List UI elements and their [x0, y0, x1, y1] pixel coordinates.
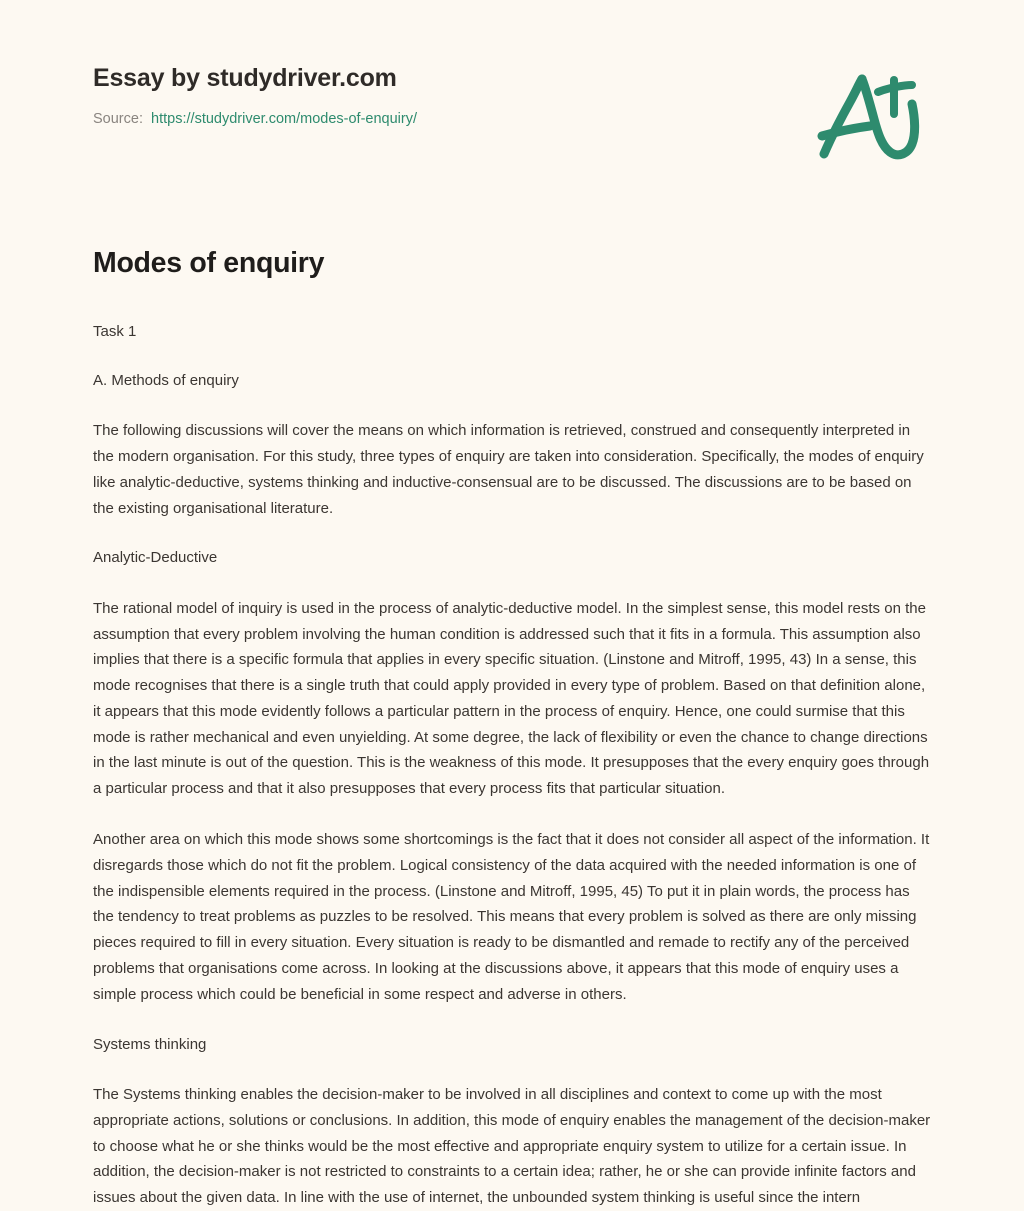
- source-line: [93, 111, 417, 127]
- article-body: [93, 246, 933, 1211]
- analytic-deductive-heading: Analytic-Deductive: [93, 549, 218, 567]
- source-label: Source:: [93, 111, 143, 127]
- section-a-heading: A. Methods of enquiry: [93, 371, 239, 389]
- analytic-paragraph-1: The rational model of inquiry is used in the process of analytic-deductive model. In the simplest sense, this model rests on the assumption that every problem involving the human condition is addressed such that it fits in a formula. This assumption also implies that there is a specific formula that applies in every specific situation. (Linstone and Mitroff, 1995, 43) In a sense, this mode recognises that there is a single truth that could apply provided in every type of problem. Based on that definition alone, it appears that this mode evidently follows a particular pattern in the process of enquiry. Hence, one could surmise that this mode is rather mechanical and even unyielding. At some degree, the lack of flexibility or even the chance to change directions in the last minute is out of the question. This is the weakness of this mode. It presupposes that the every enquiry goes through a particular process and that it also presupposes that every process fits that particular situation.: [93, 599, 930, 798]
- document-header: [0, 0, 1024, 200]
- brand-title: Essay by studydriver.com: [93, 64, 397, 92]
- page-title: Modes of enquiry: [93, 247, 325, 279]
- systems-thinking-heading: Systems thinking: [93, 1035, 207, 1053]
- brand-block: [93, 63, 417, 127]
- intro-paragraph: The following discussions will cover the means on which information is retrieved, construed and consequently interpreted in the modern organisation. For this study, three types of enquiry are taken into consideration. Specifically, the modes of enquiry like analytic-deductive, systems thinking and inductive-consensual are to be discussed. The discussions are to be based on the existing organisational literature.: [93, 422, 924, 517]
- analytic-paragraph-2: Another area on which this mode shows some shortcomings is the fact that it does not consider all aspect of the information. It disregards those which do not fit the problem. Logical consistency of the data acquired with the needed information is one of the indispensible elements required in the process. (Linstone and Mitroff, 1995, 45) To put it in plain words, the process has the tendency to treat problems as puzzles to be resolved. This means that every problem is solved as there are only missing pieces required to fill in every situation. Every situation is ready to be dismantled and remade to rectify any of the perceived problems that organisations come across. In looking at the discussions above, it appears that this mode of enquiry uses a simple process which could be beneficial in some respect and adverse in others.: [93, 831, 930, 1003]
- a-plus-logo-icon: [812, 66, 928, 170]
- systems-paragraph-1: The Systems thinking enables the decision-maker to be involved in all disciplines and context to come up with the most appropriate actions, solutions or conclusions. In addition, this mode of enquiry enables the management of the decision-maker to choose what he or she thinks would be the most effective and appropriate enquiry system to utilize for a certain issue. In addition, the decision-maker is not restricted to constraints to a certain idea; rather, he or she can provide infinite factors and issues about the given data. In line with the use of internet, the unbounded system thinking is useful since the intern: [93, 1085, 931, 1207]
- studydriver-logo: [812, 66, 928, 170]
- source-url-link[interactable]: https://studydriver.com/modes-of-enquiry/: [151, 111, 417, 127]
- task-label: Task 1: [93, 322, 137, 340]
